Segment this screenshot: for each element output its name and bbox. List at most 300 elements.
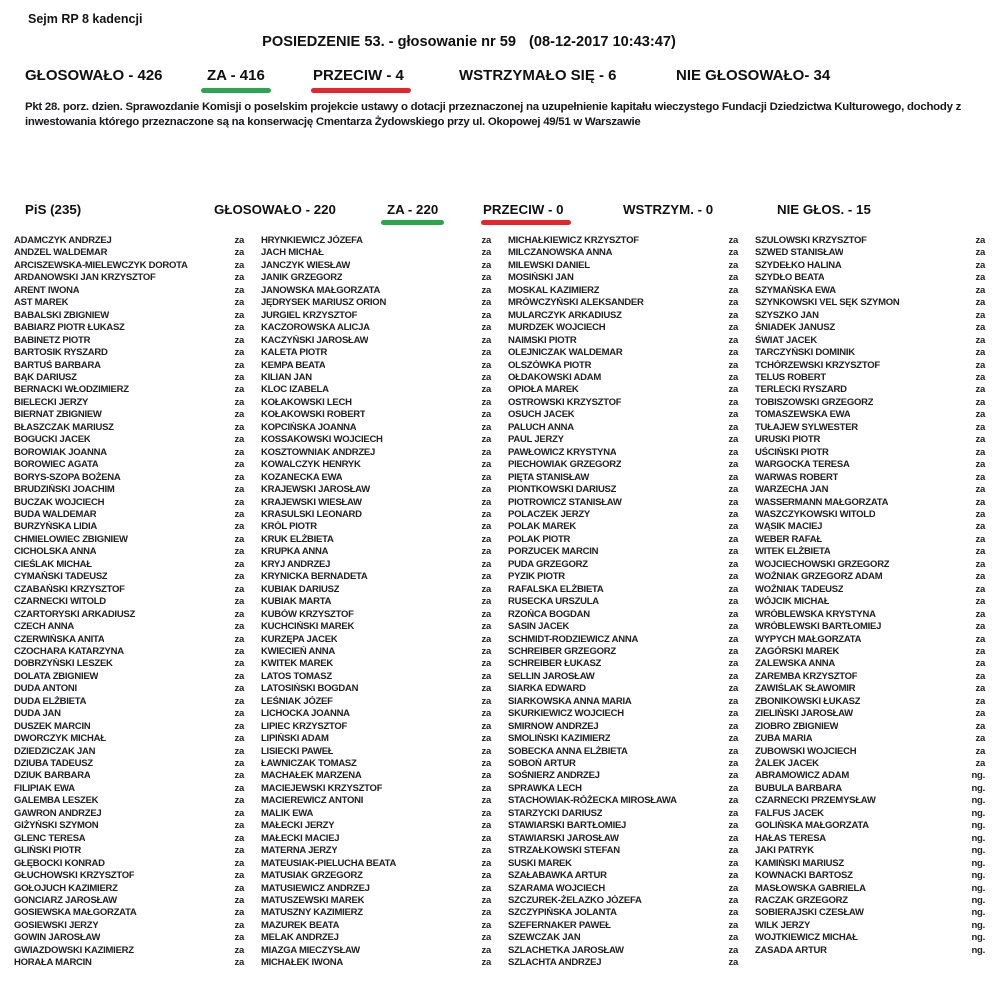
voter-row [755,932,985,944]
voter-row [261,297,491,309]
voter-name: CZOCHARA KATARZYNA [14,645,124,657]
vote-value: za [481,708,491,720]
voter-name: LIPIŃSKI ADAM [261,733,329,745]
voter-row [508,384,738,396]
voter-row [261,932,491,944]
voter-row [755,571,985,583]
stat-za-label: ZA - 416 [207,67,265,84]
voter-name: KRÓL PIOTR [261,521,317,533]
voter-row [508,646,738,658]
voter-name: PIONTKOWSKI DARIUSZ [508,484,617,496]
voter-row [261,509,491,521]
stat-not-voted: NIE GŁOSOWAŁO- 34 [676,67,831,84]
voter-name: WOJCIECHOWSKI GRZEGORZ [755,558,890,570]
vote-value: za [481,359,491,371]
voter-name: BIELECKI JERZY [14,396,89,408]
vote-value: za [481,857,491,869]
voter-row [755,883,985,895]
vote-value: za [234,807,244,819]
voter-row [14,335,244,347]
voter-row [508,883,738,895]
vote-value: za [975,272,985,284]
voter-name: SZCZYPIŃSKA JOLANTA [508,907,617,919]
voter-name: PAWŁOWICZ KRYSTYNA [508,446,617,458]
vote-value: za [234,907,244,919]
voter-name: KOZANECKA EWA [261,471,343,483]
vote-value: za [481,471,491,483]
vote-value: za [975,558,985,570]
voter-name: JACH MICHAŁ [261,247,324,259]
voter-row [755,472,985,484]
page-title: Sejm RP 8 kadencji [28,12,143,26]
voter-column [14,235,244,970]
vote-value: za [975,758,985,770]
vote-value: za [728,832,738,844]
voter-name: KUBIAK DARIUSZ [261,583,340,595]
voter-row [261,422,491,434]
voter-name: WRÓBLEWSKA KRYSTYNA [755,608,876,620]
vote-value: za [728,782,738,794]
voter-row [755,384,985,396]
vote-value: za [481,807,491,819]
voter-name: SCHREIBER GRZEGORZ [508,645,616,657]
voter-row [261,559,491,571]
voter-row [508,932,738,944]
vote-value: za [728,708,738,720]
voter-row [508,546,738,558]
voter-row [755,285,985,297]
voter-name: TERLECKI RYSZARD [755,384,847,396]
voter-row [261,347,491,359]
voter-name: SZEWCZAK JAN [508,932,581,944]
voter-name: LATOS TOMASZ [261,670,332,682]
voter-row [14,820,244,832]
voter-name: ARDANOWSKI JAN KRZYSZTOF [14,272,156,284]
voter-row [508,434,738,446]
voter-name: SZWED STANISŁAW [755,247,844,259]
voter-name: MOSKAL KAZIMIERZ [508,284,600,296]
party-przeciw-label: PRZECIW - 0 [483,202,564,217]
voter-name: KILIAN JAN [261,371,312,383]
vote-value: ng. [971,932,985,944]
voter-row [261,596,491,608]
voter-row [508,870,738,882]
vote-value: za [234,309,244,321]
vote-value: ng. [971,870,985,882]
voter-name: ADAMCZYK ANDRZEJ [14,235,112,246]
voter-row [755,484,985,496]
vote-value: za [975,733,985,745]
vote-value: ng. [971,795,985,807]
voter-name: BŁASZCZAK MARIUSZ [14,421,114,433]
vote-value: za [728,870,738,882]
vote-value: za [481,533,491,545]
voter-name: BABIARZ PIOTR ŁUKASZ [14,322,125,334]
voter-name: WEBER RAFAŁ [755,533,822,545]
voter-name: MACIEREWICZ ANTONI [261,795,364,807]
vote-value: za [728,720,738,732]
voter-name: HORAŁA MARCIN [14,957,92,969]
vote-value: ng. [971,944,985,956]
vote-value: za [481,870,491,882]
vote-value: za [728,459,738,471]
voter-row [261,497,491,509]
vote-value: za [975,658,985,670]
voter-row [508,671,738,683]
vote-value: za [481,633,491,645]
voter-name: SKURKIEWICZ WOJCIECH [508,708,624,720]
vote-value: za [975,670,985,682]
voter-row [508,770,738,782]
voter-row [261,870,491,882]
voter-row [14,634,244,646]
voter-name: SOBOŃ ARTUR [508,758,576,770]
voter-name: BIERNAT ZBIGNIEW [14,409,102,421]
vote-value: za [728,434,738,446]
vote-value: za [481,235,491,246]
vote-value: za [234,272,244,284]
voter-row [755,920,985,932]
voter-row [755,845,985,857]
party-przeciw [483,202,564,225]
voter-row [14,297,244,309]
voter-name: POLAK MAREK [508,521,576,533]
voter-row [14,559,244,571]
vote-value: za [481,695,491,707]
voter-row [14,546,244,558]
voter-row [261,833,491,845]
vote-value: za [975,695,985,707]
voter-name: KOPCIŃSKA JOANNA [261,421,357,433]
voter-name: CYMAŃSKI TADEUSZ [14,571,108,583]
vote-value: za [975,745,985,757]
party-total-voted: GŁOSOWAŁO - 220 [214,202,336,217]
vote-value: za [481,272,491,284]
voter-name: TOMASZEWSKA EWA [755,409,851,421]
voter-name: JANOWSKA MAŁGORZATA [261,284,381,296]
voter-row [261,957,491,969]
voter-name: CZARNECKI WITOLD [14,596,106,608]
vote-value: za [975,683,985,695]
voter-row [508,596,738,608]
voter-row [261,808,491,820]
voter-name: SZEFERNAKER PAWEŁ [508,919,611,931]
vote-value: za [481,907,491,919]
voter-name: KOSSAKOWSKI WOJCIECH [261,434,383,446]
voter-name: ZAGÓRSKI MAREK [755,645,840,657]
voter-name: BARTOSIK RYSZARD [14,347,108,359]
voter-name: SOBIERAJSKI CZESŁAW [755,907,864,919]
voter-name: KUBÓW KRZYSZTOF [261,608,354,620]
stat-przeciw [313,67,404,93]
party-przeciw-underline [481,220,571,225]
voter-name: BUBULA BARBARA [755,782,842,794]
vote-value: za [728,670,738,682]
party-summary [0,202,1000,230]
party-za-underline [381,220,444,225]
voter-name: DZIUBA TADEUSZ [14,758,93,770]
vote-value: za [728,359,738,371]
vote-value: ng. [971,895,985,907]
voter-name: MATUSIAK GRZEGORZ [261,870,363,882]
voter-name: RZOŃCA BOGDAN [508,608,590,620]
voter-name: WILK JERZY [755,919,811,931]
vote-value: za [728,421,738,433]
voter-row [261,658,491,670]
voter-row [261,646,491,658]
voter-name: KUCHCIŃSKI MAREK [261,621,355,633]
vote-value: za [728,396,738,408]
voter-row [508,360,738,372]
voter-row [14,459,244,471]
vote-value: za [728,558,738,570]
voter-row [261,521,491,533]
voter-row [755,247,985,259]
vote-value: za [728,571,738,583]
voter-row [261,397,491,409]
voter-name: KOŁAKOWSKI LECH [261,396,352,408]
vote-value: za [975,608,985,620]
voter-name: NAIMSKI PIOTR [508,334,577,346]
voter-row [508,721,738,733]
voter-row [14,945,244,957]
vote-value: za [234,558,244,570]
voter-name: SZYDŁO BEATA [755,272,825,284]
vote-value: ng. [971,857,985,869]
voter-row [755,235,985,247]
vote-value: za [481,396,491,408]
voter-row [14,272,244,284]
vote-value: za [481,309,491,321]
voter-name: MALIK EWA [261,807,314,819]
voter-row [755,497,985,509]
voter-row [508,658,738,670]
voter-name: KALETA PIOTR [261,347,328,359]
vote-value: za [728,284,738,296]
vote-value: za [975,459,985,471]
vote-value: za [975,446,985,458]
voter-name: SZARAMA WOJCIECH [508,882,605,894]
voter-name: BUCZAK WOJCIECH [14,496,105,508]
voter-row [755,758,985,770]
voter-row [261,260,491,272]
voter-name: SPRAWKA LECH [508,782,582,794]
vote-value: za [234,695,244,707]
vote-value: za [975,297,985,309]
voter-name: KWIECIEŃ ANNA [261,645,335,657]
voter-name: PYZIK PIOTR [508,571,565,583]
voter-row [14,360,244,372]
voter-row [755,907,985,919]
voter-row [14,845,244,857]
voter-name: KRUK ELŻBIETA [261,533,334,545]
vote-value: za [728,770,738,782]
vote-value: za [234,645,244,657]
voter-name: OLSZÓWKA PIOTR [508,359,592,371]
voter-name: SZYMAŃSKA EWA [755,284,836,296]
voter-name: KRAJEWSKI WIESŁAW [261,496,362,508]
voter-name: ŻALEK JACEK [755,758,819,770]
vote-value: za [234,670,244,682]
voter-row [755,895,985,907]
vote-value: za [234,484,244,496]
voter-name: PAUL JERZY [508,434,564,446]
voter-name: DUDA JAN [14,708,61,720]
voter-name: DOBRZYŃSKI LESZEK [14,658,113,670]
voter-row [14,235,244,247]
voter-row [755,360,985,372]
voter-row [14,596,244,608]
voter-row [755,783,985,795]
voter-row [755,310,985,322]
voter-row [755,272,985,284]
vote-value: za [481,832,491,844]
voter-name: URUSKI PIOTR [755,434,821,446]
voter-name: JANCZYK WIESŁAW [261,259,351,271]
vote-value: za [481,322,491,334]
vote-value: za [234,820,244,832]
voter-row [508,708,738,720]
vote-value: za [728,758,738,770]
overall-summary [0,67,1000,99]
voter-name: LIPIEC KRZYSZTOF [261,720,348,732]
vote-value: za [481,782,491,794]
vote-value: za [481,845,491,857]
voter-name: GŁUCHOWSKI KRZYSZTOF [14,870,135,882]
vote-value: za [234,857,244,869]
vote-value: za [481,297,491,309]
voter-name: KWITEK MAREK [261,658,333,670]
voter-row [508,845,738,857]
voter-row [14,746,244,758]
vote-value: za [234,384,244,396]
voter-name: KAMIŃSKI MARIUSZ [755,857,844,869]
vote-value: za [234,870,244,882]
voter-row [14,671,244,683]
vote-value: za [728,807,738,819]
voter-row [14,932,244,944]
voter-name: LEŚNIAK JÓZEF [261,695,333,707]
voter-row [14,509,244,521]
voter-row [755,546,985,558]
voter-name: WYPYCH MAŁGORZATA [755,633,862,645]
voter-row [755,795,985,807]
voter-row [261,534,491,546]
voter-name: WARWAS ROBERT [755,471,839,483]
voter-row [755,596,985,608]
party-za-label: ZA - 220 [387,202,439,217]
voter-name: RUSECKA URSZULA [508,596,599,608]
vote-value: za [728,857,738,869]
voter-row [261,571,491,583]
voter-row [261,372,491,384]
voter-row [755,422,985,434]
voter-row [14,447,244,459]
voter-row [261,733,491,745]
vote-value: za [234,471,244,483]
voter-name: GONCIARZ JAROSŁAW [14,895,117,907]
vote-value: za [481,895,491,907]
voter-name: OLEJNICZAK WALDEMAR [508,347,623,359]
voter-row [508,833,738,845]
vote-value: za [234,508,244,520]
voter-row [261,945,491,957]
vote-value: za [481,284,491,296]
voter-row [261,310,491,322]
vote-value: za [728,944,738,956]
voter-name: WARGOCKA TERESA [755,459,850,471]
voter-name: TCHÓRZEWSKI KRZYSZTOF [755,359,880,371]
voter-name: STACHOWIAK-RÓŻECKA MIROSŁAWA [508,795,677,807]
voter-row [508,335,738,347]
voter-row [261,335,491,347]
voter-name: MATUSZNY KAZIMIERZ [261,907,363,919]
voter-name: CHMIELOWIEC ZBIGNIEW [14,533,128,545]
voter-name: MAŁECKI MACIEJ [261,832,340,844]
voter-row [508,957,738,969]
voter-name: PORZUCEK MARCIN [508,546,599,558]
voter-row [508,422,738,434]
voter-name: MAŁECKI JERZY [261,820,335,832]
vote-value: za [481,745,491,757]
vote-value: za [234,932,244,944]
voter-row [14,683,244,695]
voter-name: STAWIARSKI JAROSŁAW [508,832,619,844]
voter-name: SOBECKA ANNA ELŻBIETA [508,745,628,757]
vote-value: za [975,284,985,296]
voter-name: PUDA GRZEGORZ [508,558,588,570]
vote-value: za [234,708,244,720]
party-not-voted: NIE GŁOS. - 15 [777,202,871,217]
vote-value: za [728,484,738,496]
voter-name: BOGUCKI JACEK [14,434,91,446]
vote-value: za [728,895,738,907]
voter-row [14,484,244,496]
voter-row [508,609,738,621]
voter-row [508,484,738,496]
voter-row [508,235,738,247]
voter-row [755,721,985,733]
voter-name: GAWRON ANDRZEJ [14,807,102,819]
voter-name: AST MAREK [14,297,69,309]
voter-row [508,509,738,521]
vote-value: za [975,484,985,496]
voter-name: ZUBA MARIA [755,733,813,745]
voter-row [508,820,738,832]
vote-value: za [728,795,738,807]
voter-row [14,920,244,932]
voter-row [508,459,738,471]
voter-row [755,534,985,546]
voter-row [261,721,491,733]
voter-name: ZBONIKOWSKI ŁUKASZ [755,695,861,707]
vote-value: za [728,446,738,458]
voter-row [261,858,491,870]
vote-value: za [728,919,738,931]
voter-row [755,833,985,845]
vote-value: za [234,446,244,458]
voter-row [755,621,985,633]
voter-row [508,285,738,297]
voter-row [261,783,491,795]
vote-value: za [975,259,985,271]
vote-value: za [975,583,985,595]
vote-value: za [234,583,244,595]
vote-value: za [975,235,985,246]
vote-value: za [481,558,491,570]
voter-name: MACHAŁEK MARZENA [261,770,362,782]
voter-row [261,322,491,334]
